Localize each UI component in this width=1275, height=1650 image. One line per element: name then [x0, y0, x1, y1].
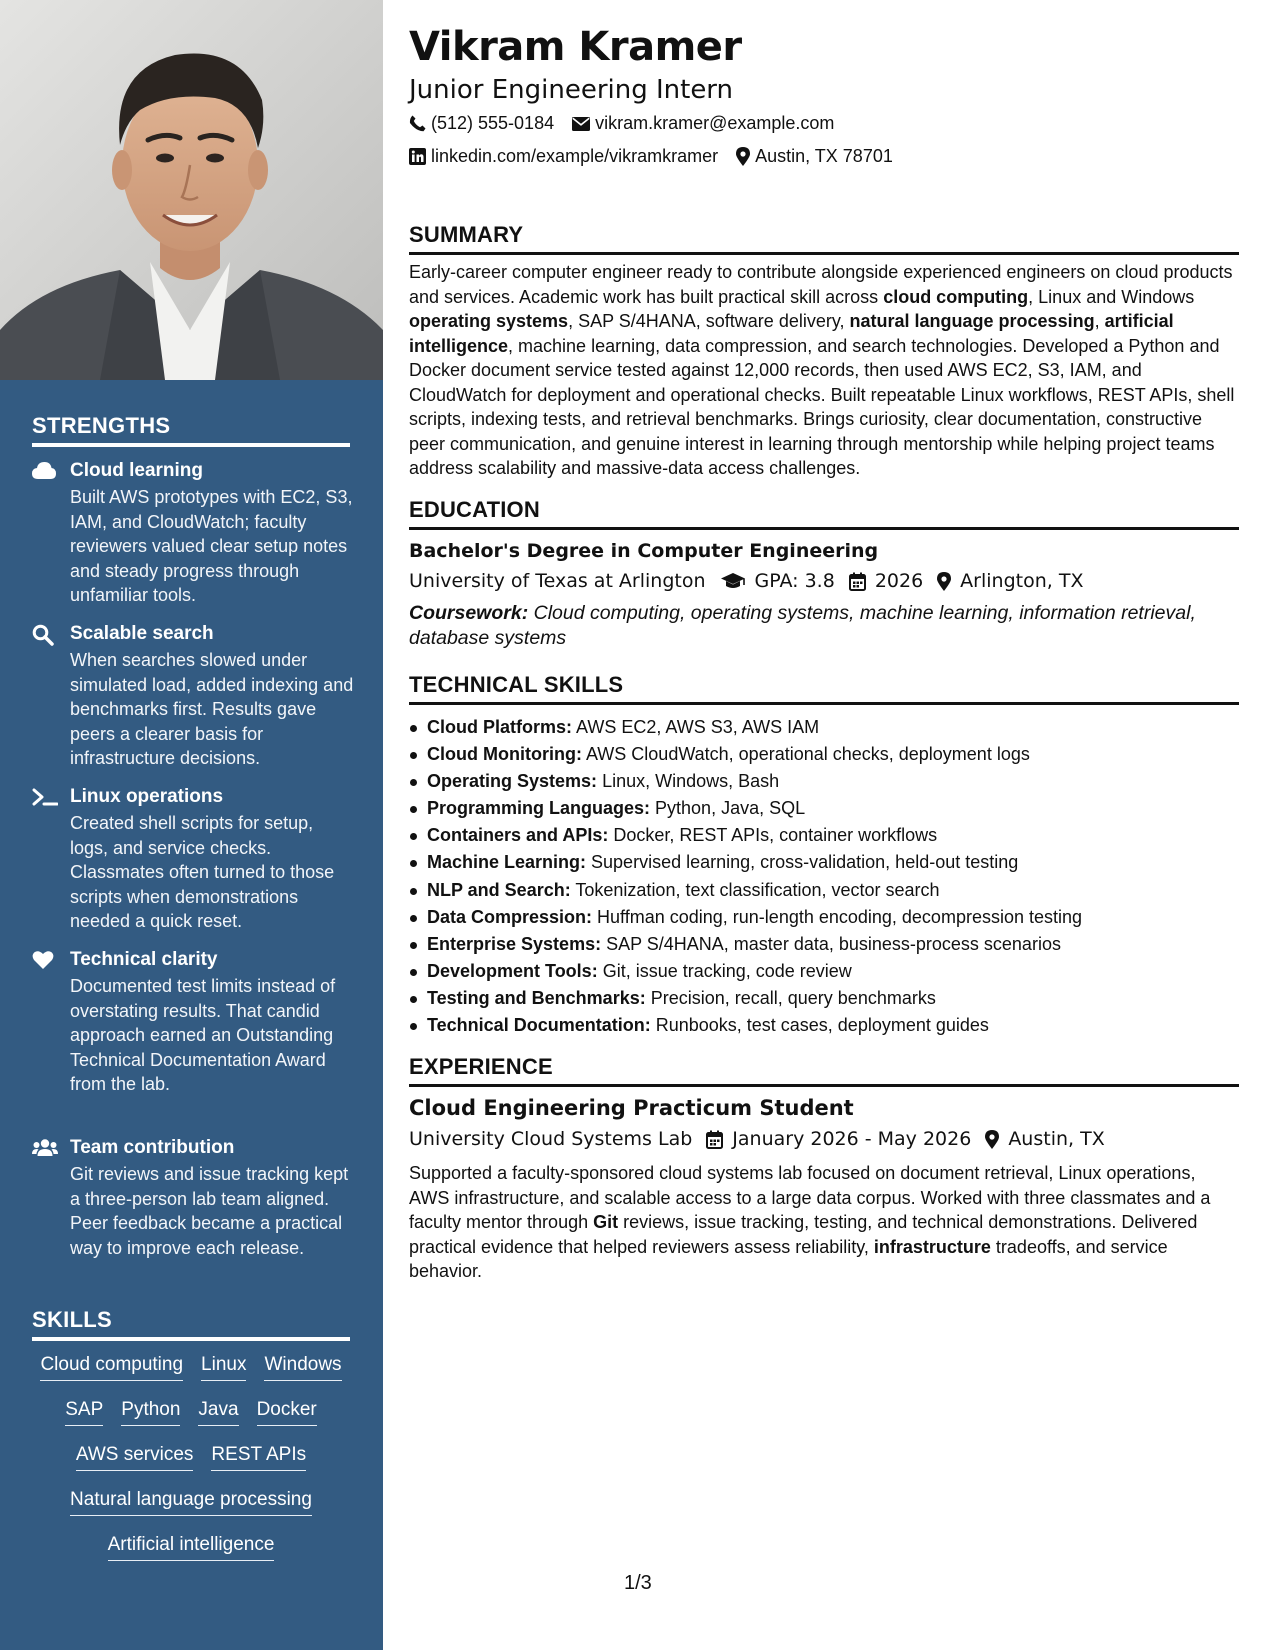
strength-description: Built AWS prototypes with EC2, S3, IAM, and CloudWatch; faculty reviewers valued clear setup notes and steady progress through unfamiliar tools.: [70, 487, 353, 605]
sidebar: [0, 0, 383, 1650]
technical-skill-item: [409, 768, 1239, 795]
technical-skill-item: [409, 877, 1239, 904]
skill-tag: SAP: [65, 1397, 103, 1426]
text-segment: tradeoffs, and service behavior.: [409, 1236, 1168, 1281]
skill-tag: AWS services: [76, 1442, 194, 1471]
skill-tags: [32, 1352, 350, 1577]
coursework: [409, 601, 1239, 651]
skill-category: Data Compression:: [427, 906, 593, 927]
strength-item: [32, 785, 352, 935]
emphasized-text: cloud computing: [883, 286, 1029, 307]
strength-title: Scalable search: [70, 623, 214, 644]
technical-skill-item: [409, 822, 1239, 849]
skill-tag-row: [32, 1352, 350, 1397]
skill-values: Python, Java, SQL: [650, 798, 806, 819]
graduation-year: 2026: [874, 570, 924, 592]
skill-category: Operating Systems:: [427, 771, 598, 792]
skill-category: Cloud Monitoring:: [427, 744, 582, 765]
skill-category: Cloud Platforms:: [427, 717, 573, 737]
technical-skill-item: [409, 985, 1239, 1012]
skill-values: Tokenization, text classification, vector search: [570, 879, 940, 900]
skill-values: Supervised learning, cross-validation, held-out testing: [586, 852, 1019, 873]
skill-category: Testing and Benchmarks:: [427, 987, 646, 1008]
technical-skill-item: [409, 714, 1239, 741]
skill-values: SAP S/4HANA, master data, business-process scenarios: [601, 933, 1061, 954]
skill-tag: REST APIs: [211, 1442, 306, 1471]
skill-values: Huffman coding, run-length encoding, decompression testing: [592, 906, 1083, 927]
skill-tag-row: [32, 1442, 350, 1487]
skill-category: NLP and Search:: [427, 879, 571, 900]
technical-skill-item: [409, 741, 1239, 768]
skill-tag: Linux: [201, 1352, 246, 1381]
organization-name: University Cloud Systems Lab: [409, 1128, 693, 1150]
skill-category: Development Tools:: [427, 960, 598, 981]
calendar-icon: [849, 572, 866, 591]
emphasized-text: operating systems: [409, 311, 569, 331]
contact-row: [409, 146, 911, 167]
text-segment: reviews, issue tracking, testing, and technical demonstrations. Delivered practical evidence that helped reviewers assess reliability,: [409, 1212, 1198, 1257]
skill-category: Machine Learning:: [427, 852, 587, 873]
strength-title: Linux operations: [70, 786, 224, 807]
strength-item: [32, 1136, 352, 1286]
skill-values: Docker, REST APIs, container workflows: [608, 825, 938, 846]
map-pin-icon: [736, 147, 750, 166]
profile-photo: [0, 0, 383, 380]
map-pin-icon: [985, 1130, 999, 1149]
emphasized-text: Git: [593, 1212, 619, 1232]
search-icon: [32, 624, 56, 646]
page-number: 1/3: [624, 1572, 652, 1594]
text-segment: Supported a faculty-sponsored cloud systems lab focused on document retrieval, Linux operations, AWS infrastructure, and scalable access to a large data corpus. Worked with three classmates and a faculty mentor through: [409, 1163, 1211, 1232]
text-segment: , Linux and Windows: [1028, 286, 1195, 307]
summary-heading: SUMMARY: [409, 222, 1239, 255]
phone-icon: [409, 115, 426, 132]
gpa-value: GPA: 3.8: [754, 570, 835, 592]
technical-skill-item: [409, 904, 1239, 931]
technical-skill-item: [409, 931, 1239, 958]
job-location-item: [985, 1128, 1104, 1150]
envelope-icon: [572, 117, 590, 131]
linkedin-url: linkedin.com/example/vikramkramer: [431, 146, 719, 166]
skill-tag-row: [32, 1487, 350, 1532]
skill-values: Linux, Windows, Bash: [597, 771, 780, 792]
location-contact: [736, 146, 893, 167]
skill-tag: Natural language processing: [70, 1487, 312, 1516]
summary-paragraph: [409, 260, 1239, 481]
skill-tag: Cloud computing: [40, 1352, 183, 1381]
skills-heading: SKILLS: [32, 1307, 350, 1341]
strength-item: [32, 622, 352, 772]
education-heading: EDUCATION: [409, 497, 1239, 530]
coursework-list: Cloud computing, operating systems, machine learning, information retrieval, database systems: [409, 602, 1196, 649]
cloud-icon: [32, 461, 56, 483]
strength-description: Git reviews and issue tracking kept a three-person lab team aligned. Peer feedback became a practical way to improve each release.: [70, 1164, 349, 1258]
skill-tag: Windows: [264, 1352, 341, 1381]
candidate-name: Vikram Kramer: [409, 24, 742, 70]
users-icon: [32, 1138, 56, 1160]
education-location: Arlington, TX: [960, 570, 1084, 592]
skill-category: Enterprise Systems:: [427, 933, 602, 954]
skill-values: Precision, recall, query benchmarks: [645, 987, 936, 1008]
experience-description: [409, 1161, 1239, 1284]
gpa-item: [720, 570, 835, 592]
strength-description: Documented test limits instead of overstating results. That candid approach earned an Outstanding Technical Documentation Award from the lab.: [70, 976, 336, 1094]
experience-meta: [409, 1128, 1119, 1150]
skill-category: Containers and APIs:: [427, 825, 609, 846]
strength-description: When searches slowed under simulated load, added indexing and benchmarks first. Results gave peers a clearer basis for infrastructure decisions.: [70, 650, 354, 768]
email-address: vikram.kramer@example.com: [595, 113, 835, 133]
skill-values: AWS CloudWatch, operational checks, deployment logs: [581, 744, 1030, 765]
terminal-icon: [32, 787, 56, 809]
strength-title: Cloud learning: [70, 460, 203, 481]
skill-category: Technical Documentation:: [427, 1015, 651, 1036]
skill-values: Git, issue tracking, code review: [597, 960, 852, 981]
text-segment: , SAP S/4HANA, software delivery,: [568, 311, 850, 331]
text-segment: ,: [1094, 311, 1105, 331]
strength-description: Created shell scripts for setup, logs, and service checks. Classmates often turned to those scripts when demonstrations needed a quick reset.: [70, 813, 335, 931]
skill-tag: Python: [121, 1397, 180, 1426]
heart-icon: [32, 950, 56, 972]
skill-tag: Artificial intelligence: [108, 1532, 275, 1561]
skill-tag: Java: [198, 1397, 238, 1426]
email-contact[interactable]: [572, 113, 834, 134]
degree-title: Bachelor's Degree in Computer Engineering: [409, 540, 879, 562]
phone-contact[interactable]: [409, 113, 554, 134]
skill-category: Programming Languages:: [427, 798, 651, 819]
graduation-year-item: [849, 570, 923, 592]
coursework-label: Coursework:: [409, 602, 529, 624]
education-location-item: [937, 570, 1083, 592]
contact-row: [409, 113, 852, 134]
map-pin-icon: [937, 572, 951, 591]
linkedin-contact[interactable]: [409, 146, 718, 167]
skill-tag-row: [32, 1397, 350, 1442]
education-meta: [409, 570, 1097, 592]
strength-title: Technical clarity: [70, 949, 218, 970]
strength-title: Team contribution: [70, 1137, 235, 1158]
text-segment: Early-career computer engineer ready to contribute alongside experienced engineers on cloud products and services. Academic work has built practical skill across: [409, 262, 1233, 307]
candidate-role: Junior Engineering Intern: [409, 75, 734, 105]
phone-number: (512) 555-0184: [431, 113, 555, 133]
calendar-icon: [706, 1130, 723, 1149]
technical-skills-heading: TECHNICAL SKILLS: [409, 672, 1239, 705]
job-location: Austin, TX: [1008, 1128, 1105, 1150]
job-dates-item: [706, 1128, 971, 1150]
text-segment: , machine learning, data compression, and search technologies. Developed a Python and Docker document service tested against 12,000 records, then used AWS EC2, S3, IAM, and CloudWatch for deployment and operational checks. Built repeatable Linux workflows, REST APIs, shell scripts, indexing tests, and retrieval benchmarks. Brings curiosity, clear documentation, constructive peer communication, and genuine interest in learning through mentorship while helping project teams address scalability and massive-data access challenges.: [409, 335, 1235, 478]
location-text: Austin, TX 78701: [755, 146, 893, 166]
skill-tag-row: [32, 1532, 350, 1577]
strength-item: [32, 459, 352, 609]
job-title: Cloud Engineering Practicum Student: [409, 1096, 854, 1120]
linkedin-icon: [409, 148, 426, 165]
technical-skills-list: [409, 714, 1239, 1039]
experience-heading: EXPERIENCE: [409, 1054, 1239, 1087]
strengths-heading: STRENGTHS: [32, 413, 350, 447]
school-name: University of Texas at Arlington: [409, 570, 706, 592]
emphasized-text: infrastructure: [873, 1236, 991, 1257]
job-dates: January 2026 - May 2026: [732, 1128, 972, 1150]
technical-skill-item: [409, 958, 1239, 985]
technical-skill-item: [409, 795, 1239, 822]
strength-item: [32, 948, 352, 1118]
emphasized-text: natural language processing: [849, 311, 1095, 331]
emphasized-text: artificial intelligence: [409, 311, 1174, 356]
technical-skill-item: [409, 1012, 1239, 1039]
skill-tag: Docker: [257, 1397, 317, 1426]
skill-values: AWS EC2, AWS S3, AWS IAM: [572, 717, 820, 737]
technical-skill-item: [409, 849, 1239, 876]
skill-values: Runbooks, test cases, deployment guides: [650, 1015, 989, 1036]
graduation-cap-icon: [720, 572, 746, 590]
